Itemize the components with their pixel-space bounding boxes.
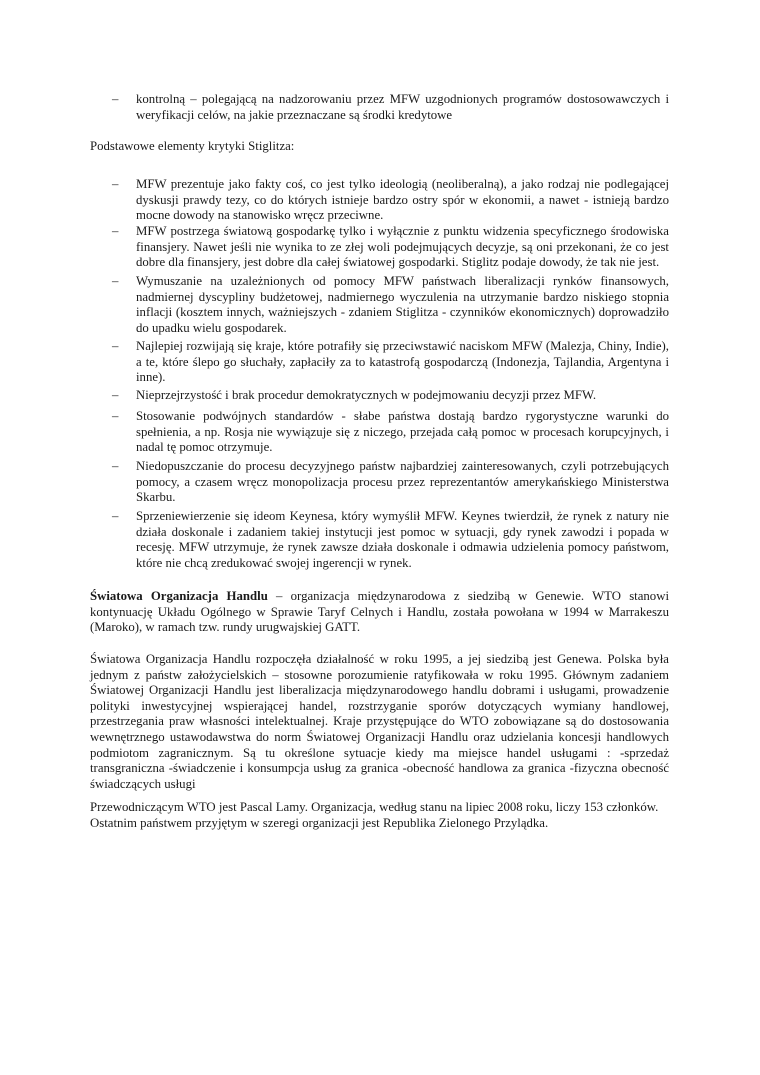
critique-item: Stosowanie podwójnych standardów - słabe państwa dostają bardzo rygorystyczne warunki do spełnienia, a np. Rosja nie wywiązuje się z niczego, przejada całą pomoc w procesach korupcyjnych, i nadal tę pomoc otrzymuje.	[136, 409, 669, 455]
wto-intro-paragraph	[90, 589, 669, 636]
bullet-dash: –	[112, 409, 119, 423]
wto-intro-text: – organizacja międzynarodowa z siedzibą w Genewie. WTO stanowi kontynuację Układu Ogólnego w Sprawie Taryf Celnych i Handlu, została powołana w 1994 w Marrakeszu (Maroko), w ramach tzw. rundy urugwajskiej GATT.	[90, 589, 670, 635]
bullet-dash: –	[112, 274, 119, 288]
bullet-dash: –	[112, 388, 119, 402]
bullet-dash: –	[112, 339, 119, 353]
critique-item: MFW prezentuje jako fakty coś, co jest tylko ideologią (neoliberalną), a jako rodzaj nie podlegającej dyskusji prawdy tezy, co do których istnieje bardzo ostry spór w ekonomii, a nawet - istnieją bardzo mocne dowody na stanowisko wręcz przeciwne.	[136, 177, 669, 223]
critique-item: Najlepiej rozwijają się kraje, które potrafiły się przeciwstawić naciskom MFW (Malezja, Chiny, Indie), a te, które ślepo go słuchały, zapłaciły za to katastrofą gospodarczą (Indonezja, Tajlandia, Argentyna i inne).	[136, 339, 669, 385]
bullet-dash: –	[112, 459, 119, 473]
wto-leader-paragraph: Przewodniczącym WTO jest Pascal Lamy. Organizacja, według stanu na lipiec 2008 roku, liczy 153 członków. Ostatnim państwem przyjętym w szeregi organizacji jest Republika Zielonego Przylądka.	[90, 800, 659, 830]
critique-item: Wymuszanie na uzależnionych od pomocy MFW państwach liberalizacji rynków finansowych, nadmiernej dyscypliny budżetowej, nadmiernego wyczulenia na utrzymanie bardzo niskiego stopnia inflacji (kosztem innych, ważniejszych - zdaniem Stiglitza - czynników ekonomicznych) doprowadziło do upadku wielu gospodarek.	[136, 274, 669, 335]
intro-list-item: kontrolną – polegającą na nadzorowaniu przez MFW uzgodnionych programów dostosowawczych i weryfikacji celów, na jakie przeznaczane są środki kredytowe	[136, 92, 669, 122]
critique-item: MFW postrzega światową gospodarkę tylko i wyłącznie z punktu widzenia specyficznego środowiska finansjery. Nawet jeśli nie wynika to ze złej woli podejmujących decyzje, są oni przekonani, że co jest dobre dla finansjery, jest dobre dla całej światowej gospodarki. Stiglitz podaje dowody, że tak nie jest.	[136, 224, 669, 270]
critique-item: Sprzeniewierzenie się ideom Keynesa, który wymyślił MFW. Keynes twierdził, że rynek z natury nie działa doskonale i zadaniem takiej instytucji jest pomoc w sytuacji, gdy rynek zawodzi i popada w recesję. MFW utrzymuje, że rynek zawsze działa doskonale i odmawia udzielenia pomocy państwom, które nie chcą zredukować swojej ingerencji w rynek.	[136, 509, 669, 570]
bullet-dash: –	[112, 509, 119, 523]
critique-item: Niedopuszczanie do procesu decyzyjnego państw najbardziej zainteresowanych, czyli potrzebujących pomocy, a czasem wręcz monopolizacja procesu przez reprezentantów amerykańskiego Ministerstwa Skarbu.	[136, 459, 669, 505]
wto-term: Światowa Organizacja Handlu	[90, 589, 268, 603]
bullet-dash: –	[112, 92, 119, 106]
critique-item: Nieprzejrzystość i brak procedur demokratycznych w podejmowaniu decyzji przez MFW.	[136, 388, 597, 402]
critique-heading: Podstawowe elementy krytyki Stiglitza:	[90, 139, 295, 153]
wto-paragraph: Światowa Organizacja Handlu rozpoczęła działalność w roku 1995, a jej siedzibą jest Genewa. Polska była jednym z państw założycielskich – stosowne porozumienie ratyfikowała w roku 1995. Głównym zadaniem Światowej Organizacji Handlu jest liberalizacja międzynarodowego handlu dobrami i usługami, prowadzenie polityki inwestycyjnej wspierającej handel, rozstrzyganie sporów dotyczących wymiany handlowej, przestrzegania praw własności intelektualnej. Kraje przystępujące do WTO zobowiązane są do dostosowania wewnętrznego ustawodawstwa do norm Światowej Organizacji Handlu oraz udzielania koncesji handlowych podmiotom zagranicznym. Są tu określone sytuacje kiedy ma miejsce handel usługami : -sprzedaż transgraniczna -świadczenie i konsumpcja usług za granica -obecność handlowa za granica -fizyczna obecność świadczących usługi	[90, 652, 669, 791]
bullet-dash: –	[112, 224, 119, 238]
bullet-dash: –	[112, 177, 119, 191]
